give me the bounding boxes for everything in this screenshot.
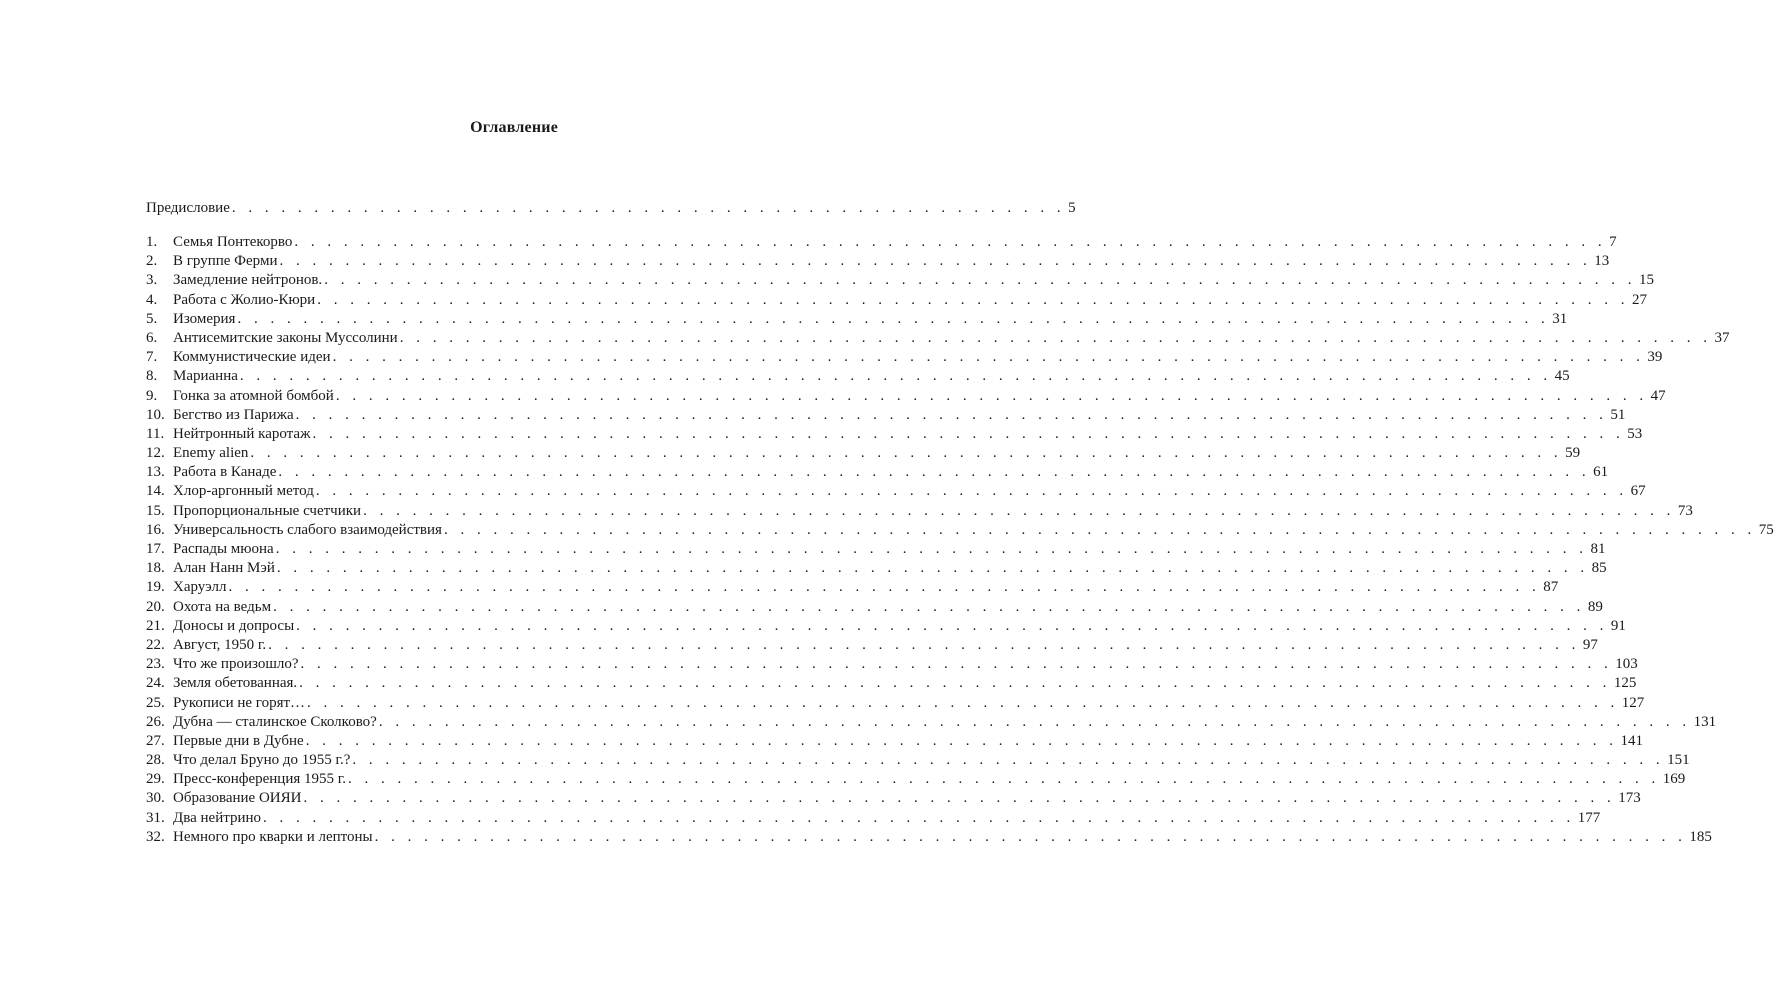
dot-leader: . . . . . . . . . . . . . . . . . . . . . . . . . . . . . . . . . . . . . . . . . . . . . . . . . . . . . . . . . . . . . . . . . . . . . . . . . . . . . . . .: [303, 790, 1616, 807]
toc-entry-number: 25.: [146, 694, 165, 711]
toc-entry-number: 13.: [146, 464, 165, 481]
toc-entry-title: Земля обетованная.: [173, 675, 298, 692]
toc-entry-page: 125: [1613, 675, 1637, 692]
toc-entry-number: 6.: [146, 329, 158, 346]
toc-entry-number: 8.: [146, 368, 158, 385]
toc-entry: [146, 348, 1663, 367]
dot-leader: . . . . . . . . . . . . . . . . . . . . . . . . . . . . . . . . . . . . . . . . . . . . . . . . . . . . . . . . . . . . . . . . . . . . . . . . . . . . . . . .: [250, 445, 1563, 462]
toc-entry-page: 91: [1610, 617, 1626, 634]
toc-entry: [146, 713, 1717, 732]
toc-entry-page: 27: [1631, 291, 1647, 308]
toc-entry-page: 39: [1647, 349, 1663, 366]
dot-leader: . . . . . . . . . . . . . . . . . . . . . . . . . . . . . . . . . . . . . . . . . . . . . . . . . . . . . . . . . . . . . . . . . . . . . . . . . . . . . . . .: [315, 483, 1628, 500]
toc-entry-number: 18.: [146, 560, 165, 577]
toc-entry-title: Август, 1950 г.: [173, 636, 267, 653]
toc-entry: [146, 636, 1598, 655]
dot-leader: . . . . . . . . . . . . . . . . . . . . . . . . . . . . . . . . . . . . . . . . . . . . . . . . . . . . . . . . . . . . . . . . . . . . . . . . . . . . . . . .: [275, 541, 1588, 557]
dot-leader: . . . . . . . . . . . . . . . . . . . . . . . . . . . . . . . . . . . . . . . . . . . . . . . . . . . . . . . . . . . . . . . . . . . . . . . . . . . . . . . .: [307, 694, 1619, 711]
toc-entry-page: 5: [1068, 200, 1076, 216]
toc-entry-page: 61: [1593, 464, 1609, 481]
toc-entry: [146, 655, 1638, 674]
toc-entry-page: 127: [1621, 694, 1645, 711]
toc-entry-number: 3.: [146, 272, 158, 289]
toc-entry: [146, 521, 1774, 540]
dot-leader: . . . . . . . . . . . . . . . . . . . . . . . . . . . . . . . . . . . . . . . . . . . . . . . . . . . . . . . . . . . . . . . . . . . . . . . . . . . . . . . .: [332, 349, 1645, 366]
toc-preface: [146, 199, 1076, 218]
toc-entry: [146, 310, 1568, 329]
dot-leader: . . . . . . . . . . . . . . . . . . . . . . . . . . . . . . . . . . . . . . . . . . . . . . . . . . . . . . . . . . . . . . . . . . . . . . . . . . . . . . . .: [443, 521, 1756, 538]
toc-entry-page: 85: [1591, 560, 1607, 577]
toc-entry-preface: [146, 199, 1076, 218]
toc-entry-page: 103: [1615, 656, 1638, 673]
dot-leader: . . . . . . . . . . . . . . . . . . . . . . . . . . . . . . . . . . . . . . . . . . . . . . . . . . . . . . . . . . . . . . . . . . . . . . . . . . . . . . . .: [278, 464, 1591, 481]
toc-entry-title: Пресс-конференция 1955 г.: [173, 771, 346, 788]
toc-entry-title: Предисловие: [146, 200, 230, 216]
toc-entry: [146, 694, 1645, 713]
toc-entry-number: 1.: [146, 234, 158, 250]
dot-leader: . . . . . . . . . . . . . . . . . . . . . . . . . . . . . . . . . . . . . . . . . . . . . . . . . . . . . . . . . . . . . . . . . . . . . . . . . . . . . . . .: [317, 291, 1629, 308]
toc-entry: [146, 502, 1693, 521]
toc-entry-page: 97: [1582, 636, 1598, 653]
toc-entry-page: 151: [1667, 752, 1690, 769]
toc-entry-title: Охота на ведьм: [173, 598, 272, 615]
toc-entry: [146, 387, 1666, 406]
dot-leader: . . . . . . . . . . . . . . . . . . . . . . . . . . . . . . . . . . . . . . . . . . . . . . . . . . . . . . . . . . . . . . . . . . . . . . . . . . . . . . . .: [294, 234, 1607, 250]
toc-entry: [146, 751, 1690, 770]
toc-entry-title: Что же произошло?: [173, 656, 299, 673]
dot-leader: . . . . . . . . . . . . . . . . . . . . . . . . . . . . . . . . . . . . . . . . . . . . . . . . . . . . . . . . . . . . . . . . . . . . . . . . . . . . . . . .: [263, 809, 1575, 826]
toc-entry-number: 31.: [146, 809, 165, 826]
dot-leader: . . . . . . . . . . . . . . . . . . . . . . . . . . . . . . . . . . . . . . . . . . . . . . . . . . . . . . . . . . . . . . . . . . . . . . . . . . . . . . . .: [399, 329, 1712, 346]
toc-entry-title: Марианна: [173, 368, 238, 385]
toc-entry-page: 45: [1554, 368, 1570, 385]
toc-entry-title: Хлор-аргонный метод: [173, 483, 314, 500]
toc-entry-title: Коммунистические идеи: [173, 349, 331, 366]
toc-entry-number: 22.: [146, 636, 165, 653]
dot-leader: . . . . . . . . . . . . . . . . . . . . . . . . . . . . . . . . . . . . . . . . . . . . . . . . . . . . . . . . . . . . . . . . . . . . . . . . . . . . . . . .: [276, 560, 1589, 577]
toc-entry: [146, 598, 1603, 617]
dot-leader: . . . . . . . . . . . . . . . . . . . . . . . . . . . . . . . . . . . . . . . . . . . . . . . . . . . . . . . . . . . . . . . . . . . . . . . . . . . . . . . .: [279, 253, 1592, 270]
toc-entry-page: 169: [1662, 771, 1686, 788]
dot-leader: . . . . . . . . . . . . . . . . . . . . . . . . . . . . . . . . . . . . . . . . . . . . . . . . . . . . . . . . . . . . . . . . . . . . . . . . . . . . . . . .: [273, 598, 1585, 615]
toc-entry-title: Бегство из Парижа: [173, 406, 294, 423]
toc-entry: [146, 329, 1730, 348]
dot-leader: . . . . . . . . . . . . . . . . . . . . . . . . . . . . . . . . . . . . . . . . . . . . . . . . . . . . . . . . . . . . . . . . . . . . . . . . . . . . . . . .: [268, 636, 1580, 653]
toc-entry-title: Что делал Бруно до 1955 г.?: [173, 752, 351, 769]
toc-entry-number: 12.: [146, 445, 165, 462]
dot-leader: . . . . . . . . . . . . . . . . . . . . . . . . . . . . . . . . . . . . . . . . . . . . . . . . . . . . . . . . . . . . . . . . . . . . . . . . . . . . . . . .: [237, 310, 1550, 327]
dot-leader: . . . . . . . . . . . . . . . . . . . . . . . . . . . . . . . . . . . . . . . . . . . . . . . . . . . . . . . . . . . . . . . . . . . . . . . . . . . . . . . .: [228, 579, 1541, 596]
toc-entry: [146, 463, 1609, 482]
toc-entry-title: Универсальность слабого взаимодействия: [173, 521, 442, 538]
dot-leader: . . . . . . . . . . . . . . . . . . . . . . . . . . . . . . . . . . . . . . . . . . . . . . . . . . . . . . . . . . . . . . . . . . . . . . . . . . . . . . . .: [374, 828, 1687, 845]
toc-entry-number: 28.: [146, 752, 165, 769]
toc-entry-number: 26.: [146, 713, 165, 730]
toc-entry-number: 2.: [146, 253, 158, 270]
toc-entry: [146, 674, 1637, 693]
toc-entry-page: 87: [1543, 579, 1559, 596]
toc-entry-page: 37: [1714, 329, 1730, 346]
toc-entry-title: Изомерия: [173, 310, 236, 327]
toc-entry-number: 7.: [146, 349, 158, 366]
dot-leader: . . . . . . . . . . . . . . . . . . . . . . . . . . . . . . . . . . . . . . . . . . . . . . . . . . . . . . . . . . . . . . . . . . . . . . . . . . . . . . . .: [295, 406, 1608, 423]
toc-entry-number: 17.: [146, 541, 165, 557]
toc-entry-number: 15.: [146, 502, 165, 519]
toc-entry-number: 20.: [146, 598, 165, 615]
toc-entry-title: Пропорциональные счетчики: [173, 502, 362, 519]
toc-entry-page: 53: [1627, 425, 1643, 442]
dot-leader: . . . . . . . . . . . . . . . . . . . . . . . . . . . . . . . . . . . . . . . . . . . . . . . . . . . . . . . . . . . . . . . . . . . . . . . . . . . . . . . .: [239, 368, 1552, 385]
toc-entry: [146, 406, 1626, 425]
toc-entry-page: 73: [1677, 502, 1693, 519]
toc-entry-page: 131: [1693, 713, 1717, 730]
toc-entry: [146, 578, 1559, 597]
toc-entry-page: 75: [1758, 521, 1774, 538]
dot-leader: . . . . . . . . . . . . . . . . . . . . . . . . . . . . . . . . . . . . . . . . . . . . . . . . . . . . . . . . . . . . . . . . . . . . . . . . . . . . . . . .: [299, 675, 1611, 692]
toc-entry-title: Алан Нанн Мэй: [173, 560, 275, 577]
toc-entry: [146, 482, 1646, 501]
toc-entry-page: 7: [1609, 234, 1617, 250]
toc-entry-title: В группе Ферми: [173, 253, 278, 270]
toc-entry-title: Доносы и допросы: [173, 617, 295, 634]
toc-entry: [146, 367, 1570, 386]
toc-entry-number: 21.: [146, 617, 165, 634]
toc-entry-title: Рукописи не горят…: [173, 694, 306, 711]
page-title: Оглавление: [470, 119, 558, 136]
toc-entry-title: Два нейтрино: [173, 809, 262, 826]
dot-leader: . . . . . . . . . . . . . . . . . . . . . . . . . . . . . . . . . . . . . . . . . . . . . . . . . . .: [231, 200, 1066, 216]
toc-entry-number: 19.: [146, 579, 165, 596]
toc-entry-number: 32.: [146, 828, 165, 845]
toc-entry: [146, 617, 1626, 636]
dot-leader: . . . . . . . . . . . . . . . . . . . . . . . . . . . . . . . . . . . . . . . . . . . . . . . . . . . . . . . . . . . . . . . . . . . . . . . . . . . . . . . .: [347, 771, 1660, 788]
toc-entry-number: 27.: [146, 732, 165, 749]
toc-entry: [146, 828, 1712, 847]
toc-entry-title: Гонка за атомной бомбой: [173, 387, 334, 404]
toc-entry-number: 11.: [146, 425, 165, 442]
toc-entry-title: Enemy alien: [173, 445, 249, 462]
dot-leader: . . . . . . . . . . . . . . . . . . . . . . . . . . . . . . . . . . . . . . . . . . . . . . . . . . . . . . . . . . . . . . . . . . . . . . . . . . . . . . . .: [378, 713, 1691, 730]
toc-entry: [146, 425, 1643, 444]
toc-entry-number: 24.: [146, 675, 165, 692]
toc-entry-number: 30.: [146, 790, 165, 807]
toc-entry-page: 185: [1689, 828, 1712, 845]
toc-entry: [146, 770, 1686, 789]
toc-entry-page: 141: [1620, 732, 1643, 749]
toc-entry-page: 47: [1650, 387, 1666, 404]
toc-chapter-list: [146, 233, 1774, 847]
toc-entry-page: 89: [1587, 598, 1603, 615]
toc-entry-page: 59: [1565, 445, 1581, 462]
toc-entry-title: Харуэлл: [173, 579, 227, 596]
toc-entry-title: Семья Понтекорво: [173, 234, 293, 250]
toc-entry-title: Немного про кварки и лептоны: [173, 828, 373, 845]
toc-entry-title: Замедление нейтронов.: [173, 272, 323, 289]
dot-leader: . . . . . . . . . . . . . . . . . . . . . . . . . . . . . . . . . . . . . . . . . . . . . . . . . . . . . . . . . . . . . . . . . . . . . . . . . . . . . . . .: [352, 752, 1665, 769]
dot-leader: . . . . . . . . . . . . . . . . . . . . . . . . . . . . . . . . . . . . . . . . . . . . . . . . . . . . . . . . . . . . . . . . . . . . . . . . . . . . . . . .: [335, 387, 1648, 404]
toc-entry-title: Нейтронный каротаж: [173, 425, 311, 442]
toc-entry-title: Дубна — сталинское Сколково?: [173, 713, 377, 730]
toc-entry-number: 4.: [146, 291, 158, 308]
toc-entry: [146, 789, 1641, 808]
dot-leader: . . . . . . . . . . . . . . . . . . . . . . . . . . . . . . . . . . . . . . . . . . . . . . . . . . . . . . . . . . . . . . . . . . . . . . . . . . . . . . . .: [363, 502, 1675, 519]
toc-entry: [146, 291, 1647, 310]
toc-entry-title: Антисемитские законы Муссолини: [173, 329, 398, 346]
toc-entry-number: 10.: [146, 406, 165, 423]
toc-entry-page: 13: [1594, 253, 1610, 270]
toc-entry-number: 9.: [146, 387, 158, 404]
toc-entry-number: 29.: [146, 771, 165, 788]
dot-leader: . . . . . . . . . . . . . . . . . . . . . . . . . . . . . . . . . . . . . . . . . . . . . . . . . . . . . . . . . . . . . . . . . . . . . . . . . . . . . . . .: [305, 732, 1618, 749]
toc-entry-number: 5.: [146, 310, 158, 327]
toc-entry-page: 51: [1610, 406, 1626, 423]
toc-entry-page: 67: [1630, 483, 1646, 500]
dot-leader: . . . . . . . . . . . . . . . . . . . . . . . . . . . . . . . . . . . . . . . . . . . . . . . . . . . . . . . . . . . . . . . . . . . . . . . . . . . . . . . .: [296, 617, 1608, 634]
toc-entry-page: 15: [1638, 272, 1654, 289]
toc-entry: [146, 809, 1601, 828]
toc-entry: [146, 540, 1606, 559]
toc-entry-number: 23.: [146, 656, 165, 673]
toc-entry-page: 177: [1577, 809, 1601, 826]
toc-entry-title: Образование ОИЯИ: [173, 790, 302, 807]
toc-entry-title: Первые дни в Дубне: [173, 732, 304, 749]
toc-entry-page: 81: [1590, 541, 1606, 557]
dot-leader: . . . . . . . . . . . . . . . . . . . . . . . . . . . . . . . . . . . . . . . . . . . . . . . . . . . . . . . . . . . . . . . . . . . . . . . . . . . . . . . .: [300, 656, 1613, 673]
toc-entry: [146, 271, 1654, 290]
toc-entry-number: 14.: [146, 483, 165, 500]
toc-entry-title: Работа с Жолио-Кюри: [173, 291, 316, 308]
toc-entry: [146, 444, 1581, 463]
toc-entry: [146, 732, 1643, 751]
dot-leader: . . . . . . . . . . . . . . . . . . . . . . . . . . . . . . . . . . . . . . . . . . . . . . . . . . . . . . . . . . . . . . . . . . . . . . . . . . . . . . . .: [324, 272, 1636, 289]
toc-entry-title: Работа в Канаде: [173, 464, 277, 481]
toc-entry-title: Распады мюона: [173, 541, 274, 557]
toc-entry: [146, 233, 1617, 252]
dot-leader: . . . . . . . . . . . . . . . . . . . . . . . . . . . . . . . . . . . . . . . . . . . . . . . . . . . . . . . . . . . . . . . . . . . . . . . . . . . . . . . .: [312, 425, 1625, 442]
toc-entry-page: 31: [1552, 310, 1568, 327]
toc-entry: [146, 252, 1610, 271]
toc-entry-page: 173: [1618, 790, 1641, 807]
toc-entry-number: 16.: [146, 521, 165, 538]
toc-entry: [146, 559, 1607, 578]
